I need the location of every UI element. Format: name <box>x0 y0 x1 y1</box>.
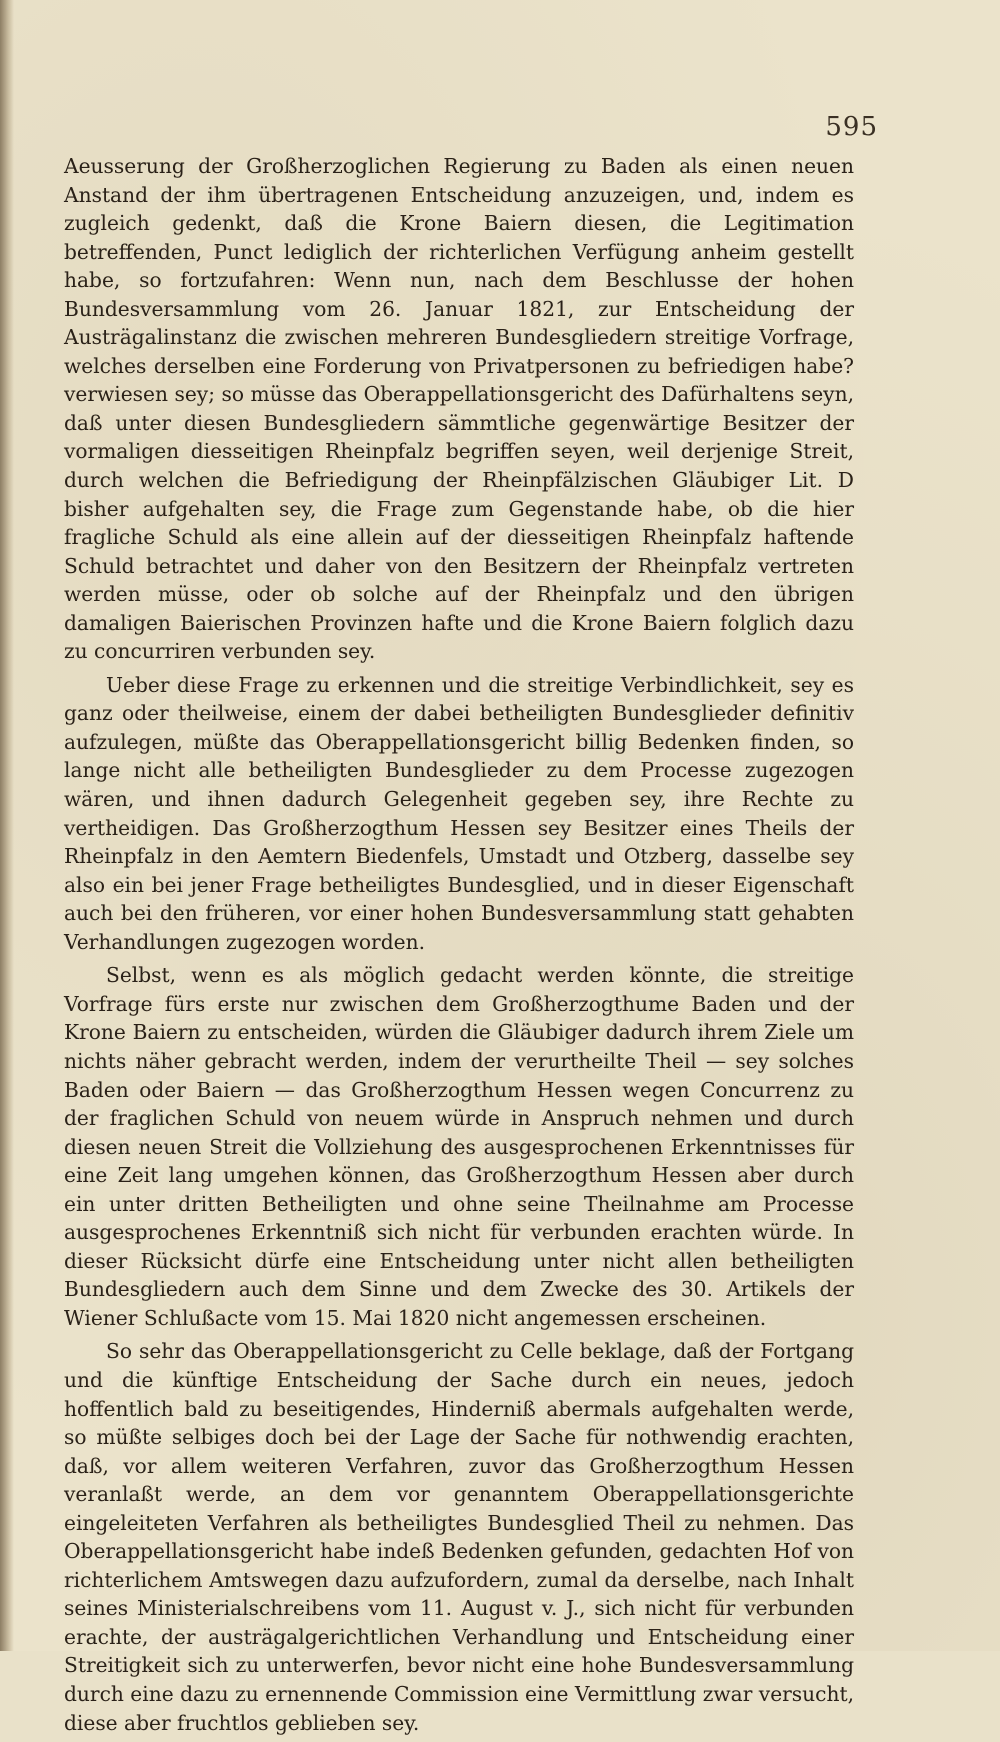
paragraph-1: Aeusserung der Großherzoglichen Regierung zu Baden als einen neuen Anstand der ihm übertragenen Entscheidung anzuzeigen, und, indem es zugleich gedenkt, daß die Krone Baiern diesen, die Legitimation betreffenden, Punct lediglich der richterlichen Verfügung anheim gestellt habe, so fortzufahren: Wenn nun, nach dem Beschlusse der hohen Bundesversammlung vom 26. Januar 1821, zur Entscheidung der Austrägalinstanz die zwischen mehreren Bundesgliedern streitige Vorfrage, welches derselben eine Forderung von Privatpersonen zu befriedigen habe? verwiesen sey; so müsse das Oberappellationsgericht des Dafürhaltens seyn, daß unter diesen Bundesgliedern sämmtliche gegenwärtige Besitzer der vormaligen diesseitigen Rheinpfalz begriffen seyen, weil derjenige Streit, durch welchen die Befriedigung der Rheinpfälzischen Gläubiger Lit. D bisher aufgehalten sey, die Frage zum Gegenstande habe, ob die hier fragliche Schuld als eine allein auf der diesseitigen Rheinpfalz haftende Schuld betrachtet und daher von den Besitzern der Rheinpfalz vertreten werden müsse, oder ob solche auf der Rheinpfalz und den übrigen damaligen Baierischen Provinzen hafte und die Krone Baiern folglich dazu zu concurriren verbunden sey. <box>64 154 854 664</box>
paragraph-3: Selbst, wenn es als möglich gedacht werden könnte, die streitige Vorfrage fürs erste nur zwischen dem Großherzogthume Baden und der Krone Baiern zu entscheiden, würden die Gläubiger dadurch ihrem Ziele um nichts näher gebracht werden, indem der verurtheilte Theil — sey solches Baden oder Baiern — das Großherzogthum Hessen wegen Concurrenz zu der fraglichen Schuld von neuem würde in Anspruch nehmen und durch diesen neuen Streit die Vollziehung des ausgesprochenen Erkenntnisses für eine Zeit lang umgehen können, das Großherzogthum Hessen aber durch ein unter dritten Betheiligten und ohne seine Theilnahme am Processe ausgesprochenes Erkenntniß sich nicht für verbunden erachten würde. In dieser Rücksicht dürfe eine Entscheidung unter nicht allen betheiligten Bundesgliedern auch dem Sinne und dem Zwecke des 30. Artikels der Wiener Schlußacte vom 15. Mai 1820 nicht angemessen erscheinen. <box>64 963 854 1330</box>
body-text <box>64 152 854 1742</box>
paragraph-2: Ueber diese Frage zu erkennen und die streitige Verbindlichkeit, sey es ganz oder theilweise, einem der dabei betheiligten Bundesglieder definitiv aufzulegen, müßte das Oberappellationsgericht billig Bedenken finden, so lange nicht alle betheiligten Bundesglieder zu dem Processe zugezogen wären, und ihnen dadurch Gelegenheit gegeben sey, ihre Rechte zu vertheidigen. Das Großherzogthum Hessen sey Besitzer eines Theils der Rheinpfalz in den Aemtern Biedenfels, Umstadt und Otzberg, dasselbe sey also ein bei jener Frage betheiligtes Bundesglied, und in dieser Eigenschaft auch bei den früheren, vor einer hohen Bundesversammlung statt gehabten Verhandlungen zugezogen worden. <box>64 672 854 954</box>
paragraph-4: So sehr das Oberappellationsgericht zu Celle beklage, daß der Fortgang und die künftige Entscheidung der Sache durch ein neues, jedoch hoffentlich bald zu beseitigendes, Hinderniß abermals aufgehalten werde, so müßte selbiges doch bei der Lage der Sache für nothwendig erachten, daß, vor allem weiteren Verfahren, zuvor das Großherzogthum Hessen veranlaßt werde, an dem vor genanntem Oberappellationsgerichte eingeleiteten Verfahren als betheiligtes Bundesglied Theil zu nehmen. Das Oberappellationsgericht habe indeß Bedenken gefunden, gedachten Hof von richterlichem Amtswegen dazu aufzufordern, zumal da derselbe, nach Inhalt seines Ministerialschreibens vom 11. August v. J., sich nicht für verbunden erachte, der austrägalgerichtlichen Verhandlung und Entscheidung einer Streitigkeit sich zu unterwerfen, bevor nicht eine hohe Bundesversammlung durch eine dazu zu ernennende Commission eine Vermittlung zwar versucht, diese aber fruchtlos geblieben sey. <box>64 1339 854 1735</box>
page-number: 595 <box>825 112 878 142</box>
page-spine-shadow <box>0 0 14 1651</box>
